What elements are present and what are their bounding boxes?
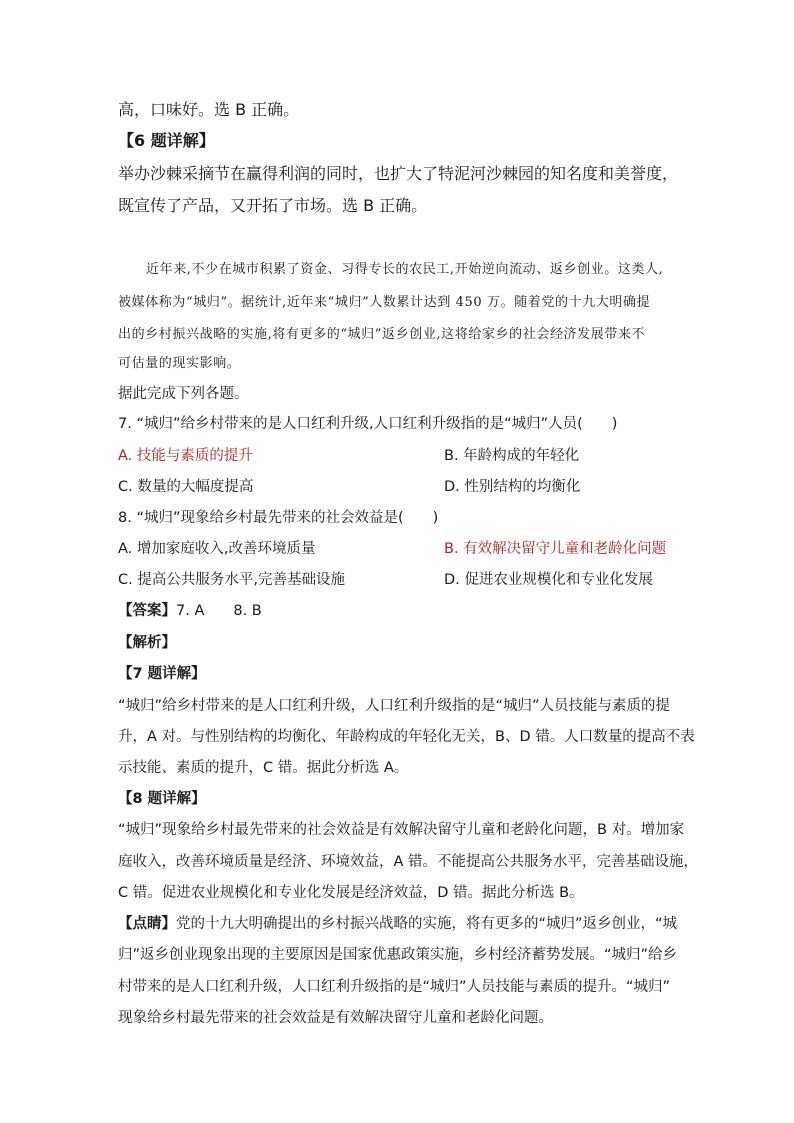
question-8-stem: 8. “城归”现象给乡村最先带来的社会效益是( )	[118, 510, 439, 526]
passage-line-4: 可估量的现实影响。	[118, 356, 241, 371]
passage-line-3: 出的乡村振兴战略的实施,将有更多的“城归”返乡创业,这将给家乡的社会经济发展带来不	[118, 327, 646, 342]
question-8-option-c: C. 提高公共服务水平,完善基础设施	[118, 572, 345, 588]
answer-label: 【答案】	[118, 603, 176, 619]
explanation-7-line-2: 升，A 对。与性别结构的均衡化、年龄构成的年轻化无关，B、D 错。人口数量的提高不表	[118, 729, 695, 745]
question-7-option-d: D. 性别结构的均衡化	[444, 479, 581, 495]
explanation-6-line-2: 既宣传了产品，又开拓了市场。选 B 正确。	[118, 196, 428, 215]
question-7-option-a: A. 技能与素质的提升	[118, 448, 253, 464]
explanation-7-line-1: “城归”给乡村带来的是人口红利升级，人口红利升级指的是“城归”人员技能与素质的提	[118, 698, 671, 714]
question-8-option-a: A. 增加家庭收入,改善环境质量	[118, 541, 316, 557]
answer-line	[118, 601, 262, 621]
passage-line-1: 近年来,不少在城市积累了资金、习得专长的农民工,开始逆向流动、返乡创业。这类人,	[146, 262, 664, 277]
analysis-label: 【解析】	[118, 635, 176, 651]
continued-line: 高，口味好。选 B 正确。	[118, 100, 300, 119]
explanation-6-line-1: 举办沙棘采摘节在赢得利润的同时，也扩大了特泥河沙棘园的知名度和美誉度，	[118, 164, 679, 183]
section-heading-6: 【6 题详解】	[118, 131, 215, 150]
question-7-stem: 7. “城归”给乡村带来的是人口红利升级,人口红利升级指的是“城归”人员( )	[118, 416, 618, 432]
section-heading-7: 【7 题详解】	[118, 666, 206, 682]
question-7-option-c: C. 数量的大幅度提高	[118, 479, 254, 495]
highlight-line-4: 现象给乡村最先带来的社会效益是有效解决留守儿童和老龄化问题。	[118, 1010, 553, 1026]
highlight-line-1	[118, 914, 677, 934]
explanation-8-line-1: “城归”现象给乡村最先带来的社会效益是有效解决留守儿童和老龄化问题，B 对。增加家	[118, 822, 685, 838]
answer-text: 7. A 8. B	[176, 603, 262, 619]
section-heading-8: 【8 题详解】	[118, 791, 206, 807]
highlight-line-2: 归”返乡创业现象出现的主要原因是国家优惠政策实施，乡村经济蓄势发展。“城归”给乡	[118, 947, 678, 963]
explanation-8-line-2: 庭收入，改善环境质量是经济、环境效益，A 错。不能提高公共服务水平，完善基础设施，	[118, 854, 699, 870]
instruction: 据此完成下列各题。	[118, 386, 249, 402]
question-7-option-b: B. 年龄构成的年轻化	[444, 448, 580, 464]
highlight-label: 【点睛】	[118, 916, 176, 932]
question-8-option-b: B. 有效解决留守儿童和老龄化问题	[444, 541, 667, 557]
explanation-8-line-3: C 错。促进农业规模化和专业化发展是经济效益，D 错。据此分析选 B。	[118, 885, 584, 901]
passage-line-2: 被媒体称为“城归”。据统计,近年来“城归”人数累计达到 450 万。随着党的十九大明确提	[118, 295, 651, 310]
question-8-option-d: D. 促进农业规模化和专业化发展	[444, 572, 653, 588]
highlight-line-3: 村带来的是人口红利升级，人口红利升级指的是“城归”人员技能与素质的提升。“城归”	[118, 979, 671, 995]
highlight-text-1: 党的十九大明确提出的乡村振兴战略的实施，将有更多的“城归”返乡创业，“城	[176, 916, 678, 932]
explanation-7-line-3: 示技能、素质的提升，C 错。据此分析选 A。	[118, 760, 409, 776]
